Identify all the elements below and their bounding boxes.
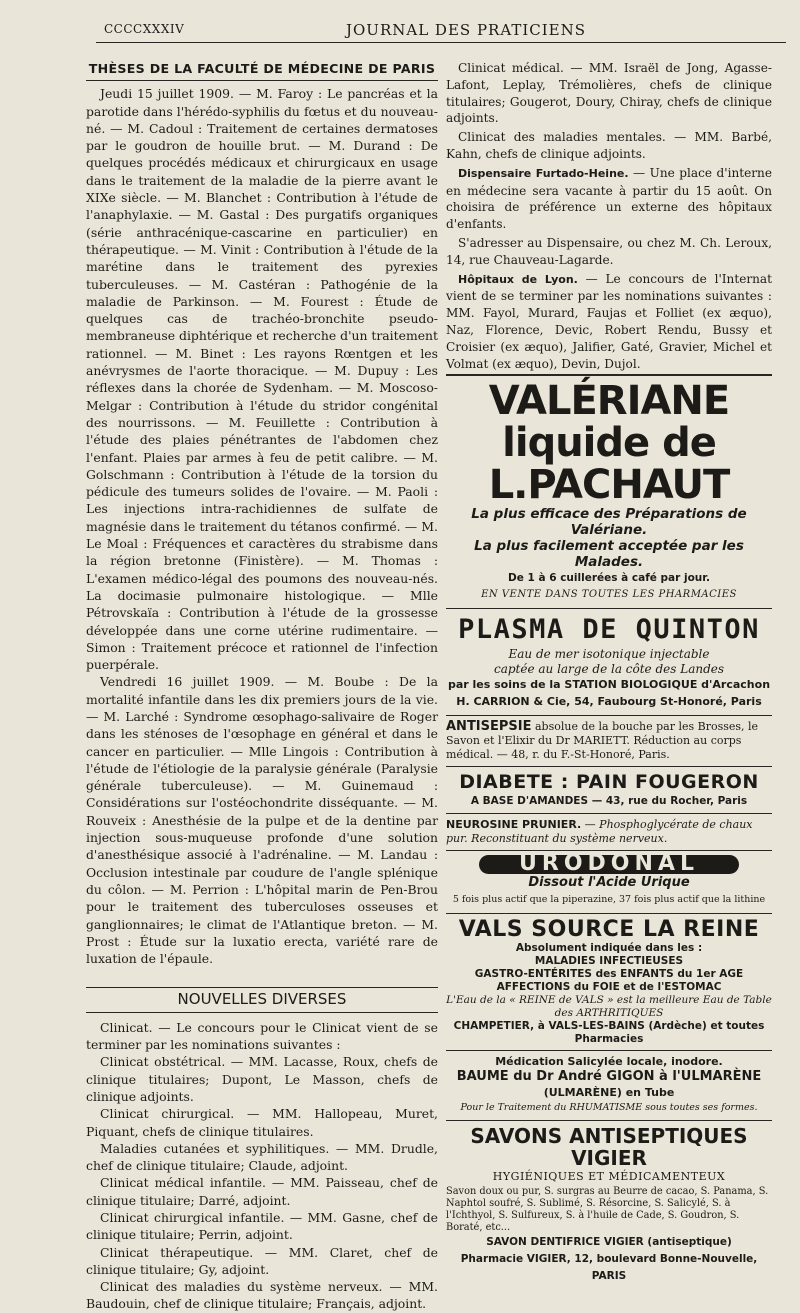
vigier-address: Pharmacie VIGIER, 12, boulevard Bonne-Nouvelle, PARIS bbox=[460, 1252, 758, 1282]
vals-title: VALS SOURCE LA REINE bbox=[458, 916, 760, 942]
valeriane-title: VALÉRIANE liquide de L.PACHAUT bbox=[488, 378, 730, 509]
quinton-address: H. CARRION & Cie, 54, Faubourg St-Honoré, Paris bbox=[456, 694, 762, 708]
antisepsie-body: absolue de la bouche par les Brosses, le Savon et l'Elixir du Dr MARIETT. Réduction au corps médical. — 48, r. du F.-St-Honoré, Paris. bbox=[446, 719, 759, 761]
theses-paragraph-1: Jeudi 15 juillet 1909. — M. Faroy : Le pancréas et la parotide dans l'hérédo-syphilis du fœtus et du nouveau-né. — M. Cadoul : Traitement de certaines dermatoses par le goudron de houille brut. — M. Durand : De quelques procédés médicaux et chirurgicaux en usage dans le traitement de la maladie de la pierre avant le XIXe siècle. — M. Blanchet : Contribution à l'étude de l'anaphylaxie. — M. Gastal : Des purgatifs organiques (série anthracénique-cascarine en particulier) en thérapeutique. — M. Vinit : Contribution à l'étude de la marétine dans le traitement des pyrexies tuberculeuses. — M. Castéran : Pathogénie de la maladie de Parkinson. — M. Fourest : Étude de quelques cas de trachéo-bronchite pseudo-membraneuse diphtérique et recherche d'un traitement rationnel. — M. Binet : Les rayons Rœntgen et les anévrysmes de l'aorte thoracique. — M. Dupuy : Les réflexes dans la chorée de Sydenham. — M. Moscoso-Melgar : Contribution à l'étude du stridor congénital des nourrissons. — M. Feuillette : Contribution à l'étude des plaies pénétrantes de l'abdomen chez l'enfant. Plaies par armes à feu de petit calibre. — M. Golschmann : Contribution à l'étude de la torsion du pédicule des tumeurs solides de l'ovaire. — M. Paoli : Les injections intra-rachidiennes de sulfate de magnésie dans le traitement du tétanos confirmé. — M. Le Moal : Fréquences et caractères du strabisme dans la région bretonne (Finistère). — M. Thomas : L'examen médico-légal des poumons des nouveau-nés. La docimasie pulmonaire histologique. — Mlle Pétrovskaïa : Contribution à l'étude de la grossesse développée dans une corne utérine rudimentaire. — Simon : Traitement précoce et rationnel de l'infection puerpérale. bbox=[86, 86, 438, 673]
vals-line-2: MALADIES INFECTIEUSES bbox=[534, 954, 684, 967]
valeriane-vente: EN VENTE DANS TOUTES LES PHARMACIES bbox=[481, 589, 737, 601]
page-header bbox=[96, 20, 786, 43]
hopitaux-lyon-body: — Le concours de l'Internat vient de se terminer par les nominations suivantes : MM. Fayol, Murard, Faujas et Folliet (ex æquo), Naz, Florence, Devic, Robert Rendu, Bussy et Croisier (ex æquo), Jalifier, Gaté, Gravier, Michel et Volmat (ex æquo), Devin, Dujol. bbox=[446, 271, 772, 371]
nouvelles-item: Maladies cutanées et syphilitiques. — MM. Drudle, chef de clinique titulaire; Claude, adjoint. bbox=[86, 1140, 438, 1174]
ad-urodonal bbox=[446, 850, 772, 912]
theses-paragraph-2: Vendredi 16 juillet 1909. — M. Boube : De la mortalité infantile dans les dix premiers jours de la vie. — M. Larché : Syndrome œsophago-salivaire de Roger dans les sténoses de l'œsophage en général et dans le cancer en particulier. — Mlle Lingois : Contribution à l'étude de l'étiologie de la paralysie générale (Paralysie générale tuberculeuse). — M. Guinemaud : Considérations sur l'ostéochondrite disséquante. — M. Rouveix : Anesthésie de la pulpe et de la dentine par injection sous-muqueuse profonde d'une solution d'anesthésique associé à l'adrénaline. — M. Landau : Occlusion intestinale par coudure de l'angle splénique du côlon. — M. Perrion : L'hôpital marin de Pen-Brou pour le traitement des tuberculoses osseuses et ganglionnaires; le climat de l'Atlantique breton. — M. Prost : Étude sur la luxatio erecta, variété rare de luxation de l'épaule. bbox=[86, 674, 438, 967]
right-column bbox=[446, 60, 772, 1282]
gigon-line-3: (ULMARÈNE) en Tube bbox=[543, 1085, 675, 1099]
dispensaire-address: S'adresser au Dispensaire, ou chez M. Ch. Leroux, 14, rue Chauveau-Lagarde. bbox=[446, 235, 772, 267]
vigier-subtitle: HYGIÉNIQUES ET MÉDICAMENTEUX bbox=[492, 1170, 726, 1184]
clinicat-medical: Clinicat médical. — MM. Israël de Jong, Agasse-Lafont, Leplay, Trémolières, chefs de clinique titulaires; Gougerot, Doury, Chiray, chefs de clinique adjoints. bbox=[446, 61, 772, 126]
urodonal-note: 5 fois plus actif que la piperazine, 37 fois plus actif que la lithine bbox=[452, 893, 766, 905]
vals-line-6: CHAMPETIER, à VALS-LES-BAINS (Ardèche) et toutes Pharmacies bbox=[453, 1019, 765, 1045]
valeriane-line-1: La plus efficace des Préparations de Valériane. bbox=[471, 506, 747, 539]
quinton-line-1: Eau de mer isotonique injectable bbox=[508, 646, 710, 661]
theses-title: THÈSES DE LA FACULTÉ DE MÉDECINE DE PARIS bbox=[86, 60, 438, 81]
nouvelles-item: Clinicat médical infantile. — MM. Paisseau, chef de clinique titulaire; Darré, adjoint. bbox=[86, 1175, 438, 1208]
vigier-dentifrice: SAVON DENTIFRICE VIGIER (antiseptique) bbox=[486, 1236, 732, 1249]
ad-antisepsie bbox=[446, 715, 772, 766]
ad-vals bbox=[446, 913, 772, 1050]
vals-line-5: L'Eau de la « REINE de VALS » est la meilleure Eau de Table des ARTHRITIQUES bbox=[446, 993, 772, 1019]
clinicat-maladies-mentales: Clinicat des maladies mentales. — MM. Barbé, Kahn, chefs de clinique adjoints. bbox=[446, 130, 772, 161]
urodonal-title: URODONAL bbox=[479, 855, 739, 874]
urodonal-subtitle: Dissout l'Acide Urique bbox=[528, 875, 690, 891]
gigon-line-2: BAUME du Dr André GIGON à l'ULMARÈNE bbox=[456, 1068, 762, 1084]
nouvelles-item: Clinicat obstétrical. — MM. Lacasse, Roux, chefs de clinique titulaires; Dupont, Le Masson, chefs de clinique adjoints. bbox=[86, 1054, 438, 1104]
nouvelles-item: Clinicat chirurgical. — MM. Hallopeau, Muret, Piquant, chefs de clinique titulaires. bbox=[86, 1106, 438, 1139]
journal-title: JOURNAL DES PRATICIENS bbox=[346, 21, 587, 39]
quinton-line-3: par les soins de la STATION BIOLOGIQUE d'Arcachon bbox=[447, 677, 771, 691]
nouvelles-item: Clinicat des maladies du système nerveux. — MM. Baudouin, chef de clinique titulaire; Français, adjoint. bbox=[86, 1279, 438, 1312]
diabete-subtitle: A BASE D'AMANDES — 43, rue du Rocher, Paris bbox=[470, 794, 748, 807]
ad-vigier bbox=[446, 1120, 772, 1288]
gigon-line-4: Pour le Traitement du RHUMATISME sous toutes ses formes. bbox=[460, 1101, 758, 1113]
nouvelles-title: NOUVELLES DIVERSES bbox=[86, 987, 438, 1012]
neurosine-body: — Phosphoglycérate de chaux pur. Reconstituant du système nerveux. bbox=[446, 818, 753, 846]
antisepsie-keyword: ANTISEPSIE bbox=[446, 718, 532, 734]
valeriane-dose: De 1 à 6 cuillerées à café par jour. bbox=[508, 572, 710, 585]
ad-neurosine bbox=[446, 813, 772, 850]
vigier-body: Savon doux ou pur, S. surgras au Beurre de cacao, S. Panama, S. Naphtol soufré, S. Sublimé, S. Résorcine, S. Salicylé, S. à l'Ichthyol, S. Sulfureux, S. à l'huile de Cade, S. Goudron, S. Boraté, etc... bbox=[446, 1186, 769, 1234]
hopitaux-lyon-notice bbox=[446, 271, 772, 373]
ad-gigon bbox=[446, 1050, 772, 1121]
ad-diabete bbox=[446, 766, 772, 814]
gigon-line-1: Médication Salicylée locale, inodore. bbox=[495, 1054, 723, 1068]
dispensaire-body: — Une place d'interne en médecine sera vacante à partir du 15 août. On choisira de préférence un externe des hôpitaux d'enfants. bbox=[446, 165, 772, 232]
diabete-title: DIABETE : PAIN FOUGERON bbox=[459, 770, 759, 793]
vals-line-1: Absolument indiquée dans les : bbox=[515, 941, 703, 954]
vals-line-4: AFFECTIONS du FOIE et de l'ESTOMAC bbox=[496, 980, 722, 993]
dispensaire-heading: Dispensaire Furtado-Heine. bbox=[458, 166, 629, 180]
nouvelles-item: Clinicat thérapeutique. — MM. Claret, chef de clinique titulaire; Gy, adjoint. bbox=[86, 1244, 438, 1277]
vigier-title: SAVONS ANTISEPTIQUES VIGIER bbox=[470, 1124, 748, 1171]
nouvelles-item: Clinicat chirurgical infantile. — MM. Gasne, chef de clinique titulaire; Perrin, adjoint. bbox=[86, 1210, 438, 1243]
page-folio: CCCCXXXIV bbox=[104, 22, 185, 36]
vals-line-3: GASTRO-ENTÉRITES des ENFANTS du 1er AGE bbox=[474, 967, 744, 980]
left-column bbox=[86, 60, 438, 1312]
hopitaux-lyon-heading: Hôpitaux de Lyon. bbox=[458, 272, 578, 286]
valeriane-line-2: La plus facilement acceptée par les Malades. bbox=[474, 538, 744, 571]
dispensaire-notice bbox=[446, 165, 772, 233]
ad-valeriane bbox=[446, 374, 772, 608]
nouvelles-intro: Clinicat. — Le concours pour le Clinicat vient de se terminer par les nominations suivantes : bbox=[86, 1019, 438, 1053]
quinton-title: PLASMA DE QUINTON bbox=[458, 613, 760, 645]
neurosine-keyword: NEUROSINE PRUNIER. bbox=[446, 818, 582, 832]
quinton-line-2: captée au large de la côte des Landes bbox=[493, 661, 725, 676]
ad-quinton bbox=[446, 608, 772, 715]
